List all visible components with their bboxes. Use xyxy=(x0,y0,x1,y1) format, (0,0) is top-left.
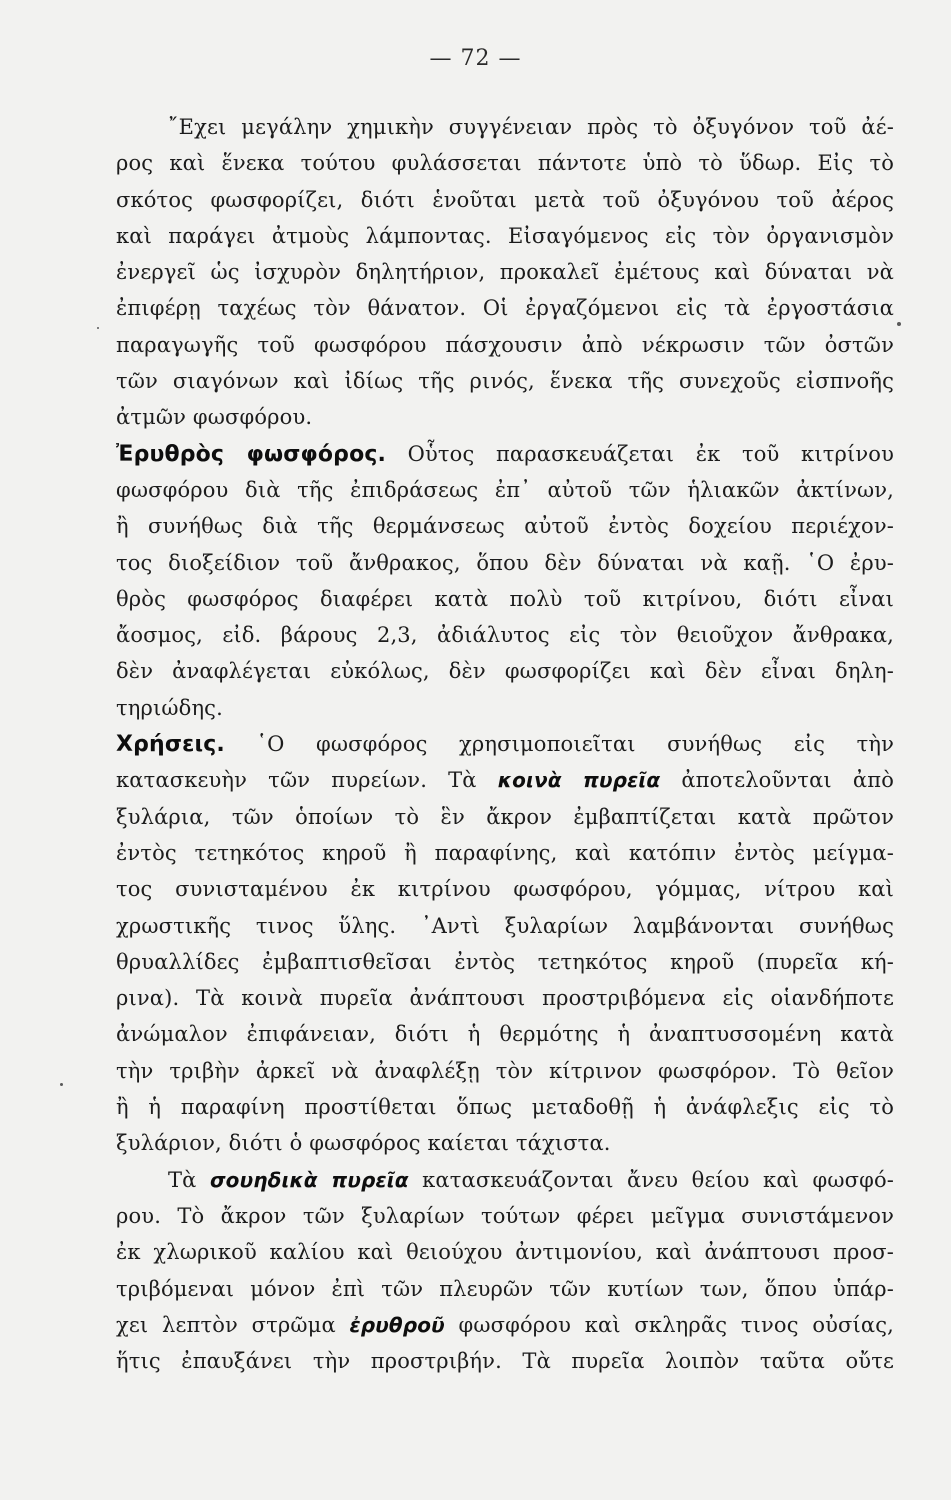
text-line: ἐπιφέρῃ ταχέως τὸν θάνατον. Οἱ ἐργαζόμενοι εἰς τὰ ἐργοστάσια xyxy=(116,296,894,321)
text-span: Τὰ xyxy=(168,1167,210,1192)
text-line: ἢ συνήθως διὰ τῆς θερμάνσεως αὐτοῦ ἐντὸς δοχείου περιέχον- xyxy=(116,514,894,539)
text-line xyxy=(116,762,894,798)
text-line: τος διοξείδιον τοῦ ἄνθρακος, ὅπου δὲν δύναται νὰ καῇ. ῾Ο ἐρυ- xyxy=(116,550,894,575)
emphasis-red: ἐρυθροῦ xyxy=(349,1312,445,1337)
text-line: ἐνεργεῖ ὡς ἰσχυρὸν δηλητήριον, προκαλεῖ ἐμέτους καὶ δύναται νὰ xyxy=(116,260,894,285)
text-line: δὲν ἀναφλέγεται εὐκόλως, δὲν φωσφορίζει καὶ δὲν εἶναι δηλη- xyxy=(116,659,894,684)
text-span: ῾Ο φωσφόρος χρησιμοποιεῖται συνήθως εἰς τὴν xyxy=(224,732,894,757)
text-line xyxy=(116,436,894,472)
text-line: τηριώδης. xyxy=(116,695,223,720)
text-line: τριβόμεναι μόνον ἐπὶ τῶν πλευρῶν τῶν κυτίων των, ὅπου ὑπάρ- xyxy=(116,1276,894,1301)
text-line: ἀνώμαλον ἐπιφάνειαν, διότι ἡ θερμότης ἡ ἀναπτυσσομένη κατὰ xyxy=(116,1022,894,1047)
section-heading-uses: Χρήσεις. xyxy=(116,732,225,758)
text-line xyxy=(116,1162,894,1198)
text-span: φωσφόρου καὶ σκληρᾶς τινος οὐσίας, xyxy=(444,1312,894,1337)
text-line: ἐκ χλωρικοῦ καλίου καὶ θειούχου ἀντιμονίου, καὶ ἀνάπτουσι προσ- xyxy=(116,1240,894,1265)
text-line: ἀτμῶν φωσφόρου. xyxy=(116,405,313,430)
text-line: χρωστικῆς τινος ὕλης. ᾿Αντὶ ξυλαρίων λαμβάνονται συνήθως xyxy=(116,913,894,938)
text-line: ἐντὸς τετηκότος κηροῦ ἢ παραφίνης, καὶ κατόπιν ἐντὸς μείγμα- xyxy=(116,840,894,865)
emphasis-safety-matches: σουηδικὰ πυρεῖα xyxy=(209,1167,409,1192)
text-line: τος συνισταμένου ἐκ κιτρίνου φωσφόρου, γόμμας, νίτρου καὶ xyxy=(116,877,894,902)
text-line: ῎Εχει μεγάλην χημικὴν συγγένειαν πρὸς τὸ ὀξυγόνον τοῦ ἀέ- xyxy=(168,115,894,139)
text-span: κατασκευάζονται ἄνευ θείου καὶ φωσφό- xyxy=(408,1167,894,1192)
text-line: θρὸς φωσφόρος διαφέρει κατὰ πολὺ τοῦ κιτρίνου, διότι εἶναι xyxy=(116,586,894,611)
text-line: ρινα). Τὰ κοινὰ πυρεῖα ἀνάπτουσι προστριβόμενα εἰς οἱανδήποτε xyxy=(116,986,894,1011)
section-heading-red-phosphorus: Ἐρυθρὸς φωσφόρος. xyxy=(116,441,387,467)
text-span: Οὗτος παρασκευάζεται ἐκ τοῦ κιτρίνου xyxy=(386,441,894,466)
text-line: τὴν τριβὴν ἀρκεῖ νὰ ἀναφλέξῃ τὸν κίτρινον φωσφόρον. Τὸ θεῖον xyxy=(116,1058,894,1083)
emphasis-common-matches: κοινὰ πυρεῖα xyxy=(497,768,661,793)
text-line: ἥτις ἐπαυξάνει τὴν προστριβήν. Τὰ πυρεῖα λοιπὸν ταῦτα οὔτε xyxy=(116,1349,894,1374)
text-span: ἀποτελοῦνται ἀπὸ xyxy=(660,768,894,793)
text-line: καὶ παράγει ἀτμοὺς λάμποντας. Εἰσαγόμενος εἰς τὸν ὀργανισμὸν xyxy=(116,223,894,248)
text-span: χει λεπτὸν στρῶμα xyxy=(116,1312,350,1337)
scan-speck xyxy=(60,1083,63,1086)
text-line: φωσφόρου διὰ τῆς ἐπιδράσεως ἐπ᾽ αὐτοῦ τῶν ἡλιακῶν ἀκτίνων, xyxy=(116,477,894,502)
body-text xyxy=(116,109,894,1379)
text-line: ρος καὶ ἕνεκα τούτου φυλάσσεται πάντοτε ὑπὸ τὸ ὕδωρ. Εἰς τὸ xyxy=(116,151,894,176)
text-line: ρου. Τὸ ἄκρον τῶν ξυλαρίων τούτων φέρει μεῖγμα συνιστάμενον xyxy=(116,1203,894,1228)
text-line: τῶν σιαγόνων καὶ ἰδίως τῆς ρινός, ἕνεκα τῆς συνεχοῦς εἰσπνοῆς xyxy=(116,369,894,394)
text-line: θρυαλλίδες ἐμβαπτισθεῖσαι ἐντὸς τετηκότος κηροῦ (πυρεῖα κή- xyxy=(116,949,894,974)
text-line: ξυλάρια, τῶν ὁποίων τὸ ἓν ἄκρον ἐμβαπτίζεται κατὰ πρῶτον xyxy=(116,804,894,829)
text-line: σκότος φωσφορίζει, διότι ἑνοῦται μετὰ τοῦ ὀξυγόνου τοῦ ἀέρος xyxy=(116,187,894,212)
text-line: ἄοσμος, εἰδ. βάρους 2,3, ἀδιάλυτος εἰς τὸν θειοῦχον ἄνθρακα, xyxy=(116,623,894,648)
text-span: κατασκευὴν τῶν πυρείων. Τὰ xyxy=(116,768,498,793)
text-line: ξυλάριον, διότι ὁ φωσφόρος καίεται τάχιστα. xyxy=(116,1131,611,1156)
text-line xyxy=(116,726,894,762)
text-line xyxy=(116,1307,894,1343)
page-number: — 72 — xyxy=(429,46,522,71)
text-line: παραγωγῆς τοῦ φωσφόρου πάσχουσιν ἀπὸ νέκρωσιν τῶν ὀστῶν xyxy=(116,332,894,357)
text-line: ἢ ἡ παραφίνη προστίθεται ὅπως μεταδοθῇ ἡ ἀνάφλεξις εἰς τὸ xyxy=(116,1095,894,1120)
scan-speck xyxy=(97,327,99,329)
scan-speck xyxy=(897,322,901,326)
